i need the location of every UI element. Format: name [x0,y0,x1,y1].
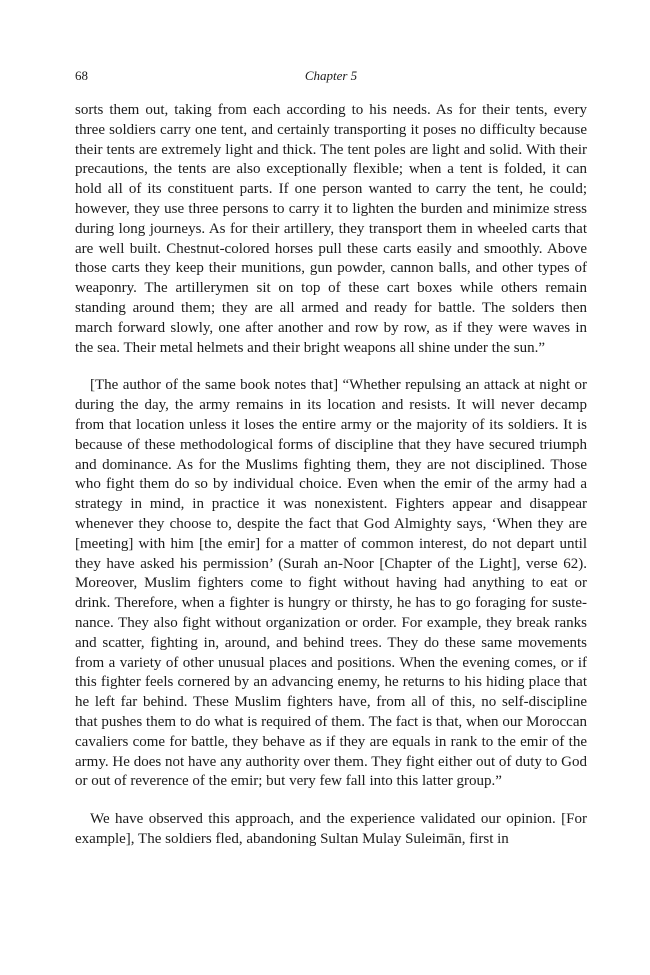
chapter-title: Chapter 5 [304,68,358,83]
paragraph-continued: sorts them out, taking from each according to his needs. As for their tents, every three soldiers carry one tent, and certainly transporting it poses no difficulty because their tents are extremely light and thick. The tent poles are light and solid. With their precautions, the tents are also exceptionally flexible; when a tent is folded, it can hold all of its constituent parts. If one person wanted to carry the tent, he could; however, they use three persons to carry it to lighten the burden and minimize stress during long journeys. As for their artillery, they transport them in wheeled carts that are well built. Chestnut-colored horses pull these carts easily and smoothly. Above those carts they keep their munitions, gun powder, cannon balls, and other types of weaponry. The artillerymen sit on top of these cart boxes while others remain standing around them; they are all armed and ready for battle. The solders then march forward slowly, one after another and row by row, as if they were waves in the sea. Their metal helmets and their bright weapons all shine under the sun.” [75,102,587,356]
paragraph-quotation: [The author of the same book notes that] “Whether repulsing an attack at night or during the day, the army remains in its location and resists. It will never decamp from that location unless it loses the entire army or the majority of its soldiers. It is because of these methodological forms of discipline that they have secured triumph and dominance. As for the Muslims fighting them, they are not disciplined. Those who fight them do so by individual choice. Even when the emir of the army had a strategy in mind, in practice it was nonexistent. Fighters appear and disappear whenever they choose to, despite the fact that God Almighty says, ‘When they are [meeting] with him [the emir] for a matter of common interest, do not depart until they have asked his permission’ (Surah an-Noor [Chapter of the Light], verse 62). Moreover, Muslim fighters come to fight without having had anything to eat or drink. Therefore, when a fighter is hungry or thirsty, he has to go foraging for sustenance. They also fight without organization or order. For example, they break ranks and scatter, fighting in, around, and behind trees. They do these same movements from a variety of other unusual places and positions. When the evening comes, or if this fighter feels cornered by an advancing enemy, he returns to his hiding place that he left far behind. These Muslim fighters have, from all of this, no self-discipline that pushes them to do what is required of them. The fact is that, when our Moroccan cavaliers come for battle, they behave as if they are equals in rank to the emir of the army. He does not have any authority over them. They fight either out of duty to God or out of reverence of the emir; but very few fall into this latter group.” [75,377,587,790]
book-page [75,66,587,850]
page-number: 68 [75,68,88,83]
body-text [75,101,587,850]
paragraph-observation: We have observed this approach, and the experience validated our opinion. [For example], The soldiers fled, abandoning Sultan Mulay Suleimān, first in [75,811,587,847]
running-head [75,66,587,86]
